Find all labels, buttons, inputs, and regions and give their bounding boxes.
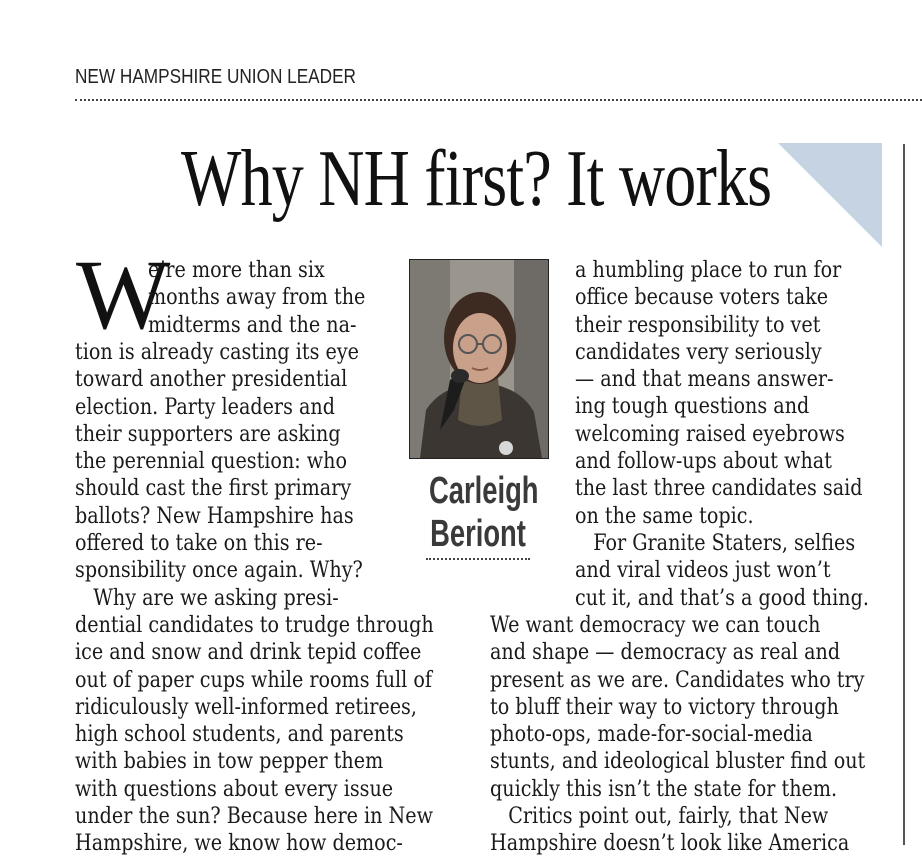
text-line: the last three candidates said <box>575 476 863 502</box>
text-line: cut it, and that’s a good thing. <box>575 585 869 611</box>
text-line: and shape — democracy as real and <box>490 640 841 666</box>
text-line: ice and snow and drink tepid coffee <box>75 640 422 666</box>
text-line: ing tough questions and <box>575 394 810 420</box>
text-line: Why are we asking presi- <box>75 585 339 611</box>
headline: Why NH first? It works <box>181 135 772 223</box>
drop-cap: W <box>76 239 171 350</box>
author-byline <box>410 470 546 556</box>
author-first-name: Carleigh <box>429 470 539 512</box>
text-line: dential candidates to trudge through <box>75 612 434 638</box>
text-line: welcoming raised eyebrows <box>575 421 845 447</box>
text-line: Critics point out, fairly, that New <box>490 804 829 830</box>
text-line: out of paper cups while rooms full of <box>75 667 432 693</box>
text-line: on the same topic. <box>575 503 754 529</box>
text-line: offered to take on this re- <box>75 531 323 557</box>
text-line: a humbling place to run for <box>575 258 842 283</box>
text-line: e’re more than six <box>148 258 325 283</box>
column-1-intro <box>148 257 398 339</box>
column-2-bottom <box>490 612 921 858</box>
text-line: their supporters are asking <box>75 421 341 447</box>
author-last-name: Beriont <box>430 513 526 555</box>
text-line: We want democracy we can touch <box>490 613 821 638</box>
text-line: and follow-ups about what <box>575 449 832 475</box>
text-line: and viral videos just won’t <box>575 558 831 584</box>
text-line: to bluff their way to victory through <box>490 694 839 720</box>
column-2-top <box>575 257 913 612</box>
text-line: high school students, and parents <box>75 722 404 748</box>
text-line: with babies in tow pepper them <box>75 749 384 775</box>
corner-triangle-decoration <box>778 143 882 247</box>
text-line: election. Party leaders and <box>75 394 335 420</box>
masthead: NEW HAMPSHIRE UNION LEADER <box>75 66 356 88</box>
text-line: Hampshire doesn’t look like America <box>490 831 850 857</box>
text-line: with questions about every issue <box>75 776 394 802</box>
text-line: — and that means answer- <box>575 367 834 393</box>
text-line: office because voters take <box>575 285 829 311</box>
text-line: sponsibility once again. Why? <box>75 558 363 584</box>
text-line: should cast the first primary <box>75 476 352 502</box>
text-line: Hampshire, we know how democ- <box>75 831 403 857</box>
text-line: quickly this isn’t the state for them. <box>490 776 838 802</box>
text-line: their responsibility to vet <box>575 312 821 338</box>
text-line: photo-ops, made-for-social-media <box>490 722 813 748</box>
byline-rule <box>426 558 530 560</box>
author-photo <box>409 259 549 459</box>
text-line: toward another presidential <box>75 367 348 393</box>
text-line: stunts, and ideological bluster find out <box>490 749 866 775</box>
text-line: For Granite Staters, selfies <box>575 530 856 556</box>
text-line: the perennial question: who <box>75 449 348 475</box>
text-line: tion is already casting its eye <box>75 340 359 365</box>
text-line: months away from the <box>148 285 366 311</box>
text-line: ridiculously well-informed retirees, <box>75 694 417 720</box>
text-line: under the sun? Because here in New <box>75 804 434 830</box>
text-line: candidates very seriously <box>575 339 822 365</box>
masthead-rule <box>75 99 922 101</box>
text-line: midterms and the na- <box>148 312 357 338</box>
text-line: present as we are. Candidates who try <box>490 667 865 693</box>
text-line: ballots? New Hampshire has <box>75 503 354 529</box>
